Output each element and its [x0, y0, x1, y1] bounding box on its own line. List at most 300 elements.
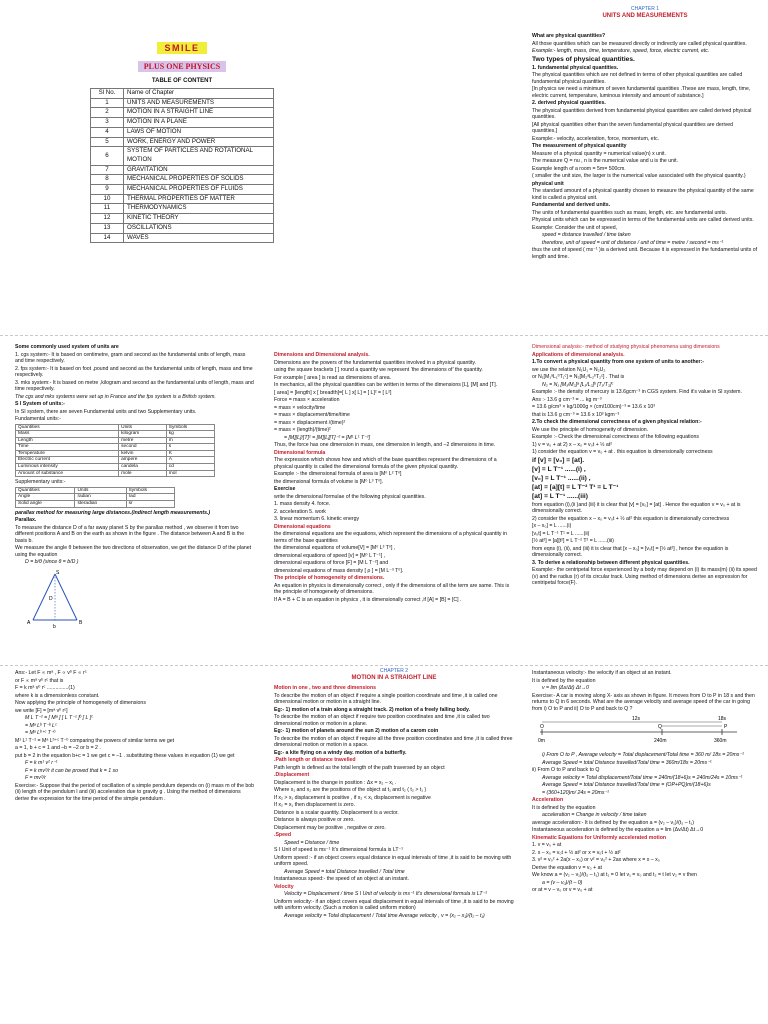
table-cell: steradian [75, 500, 126, 507]
fund-h-unit: Units [119, 424, 167, 431]
toc-chapter-number: 3 [91, 118, 124, 128]
fundamental-unit-row [16, 450, 215, 457]
point-q-label: Q [658, 724, 662, 730]
toc-chapter-number: 6 [91, 147, 124, 165]
text-line: Ans:- Let F ∝ mᵃ , F ∝ vᵇ F ∝ rᶜ [15, 670, 87, 676]
text-line: ii) From O to P and back to Q [532, 767, 600, 773]
text-line: Example length of a room = 5m= 500cm. [532, 165, 626, 172]
text-line: put b = 2 in the equation b+c = 1 we get c = –1 . substituting these values in equation (1) we get [15, 752, 235, 759]
text-line: physical unit [532, 180, 564, 187]
text-line: Dimensions are the powers of the fundamental quantities involved in a physical quantity. [274, 359, 477, 366]
toc-chapter-name: MOTION IN A STRAIGHT LINE [124, 108, 274, 118]
text-line: 1. v = v₀ + at [532, 842, 562, 848]
text-line: Displacement may be positive , negative or zero. [274, 824, 386, 831]
text-line: We use the principle of homogeneity of dimension. [532, 426, 649, 433]
chapter1-title: UNITS AND MEASUREMENTS [602, 12, 688, 19]
chapter1-intro-column [532, 6, 758, 331]
text-line: = (360+120)m/ 24s = 20ms⁻¹ [542, 789, 609, 796]
text-line: In mechanics, all the physical quantities can be written in terms of the dimensions [L], [M] and [T]. [274, 382, 498, 388]
toc-chapter-name: KINETIC THEORY [124, 214, 274, 224]
chapter2-title: MOTION IN A STRAIGHT LINE [351, 674, 437, 681]
toc-row [91, 165, 274, 175]
text-line: In SI system, there are seven Fundamental units and two Supplementary units. [15, 408, 197, 415]
toc-row [91, 185, 274, 195]
toc-chapter-name: THERMAL PROPERTIES OF MATTER [124, 194, 274, 204]
supplementary-units-table [15, 487, 175, 508]
text-line: The measure Q = nu , n is the numerical value and u is the unit. [532, 158, 679, 164]
table-cell: radian [75, 494, 126, 501]
text-line: The physical quantities which are not defined in terms of other physical quantities are called fundamental physical quantities. [532, 72, 743, 85]
text-line: 3. linear momentum 6. kinetic energy [274, 516, 360, 522]
smile-badge: SMILE [157, 42, 206, 54]
text-line: a = (v – v₀)/(t – 0) [542, 879, 583, 886]
text-line: parallax method for measuring large distances.(indirect length measurements.) [15, 509, 211, 516]
text-line: It is defined by the equation [532, 804, 596, 811]
toc-chapter-number: 4 [91, 127, 124, 137]
text-line: [v] = L T⁻¹ ......(i) , [532, 465, 586, 473]
toc-row [91, 98, 274, 108]
text-line: If x₂ = x₁ then displacement is zero. [274, 802, 355, 808]
text-line: Dimensions and Dimensional analysis. [274, 352, 370, 358]
cover-header [92, 38, 272, 84]
toc-row [91, 233, 274, 243]
text-line: = 13.6 g/cm³ × kg/1000g × (cm/100cm)⁻³ = 13.6 x 10³ [532, 404, 655, 410]
text-line: 1.To convert a physical quantity from one system of units to another:- [532, 359, 704, 365]
dimensions-text [274, 352, 514, 603]
fundamental-unit-row [16, 457, 215, 464]
text-line: 3. mks system:- It is based on metre ,kilogram and second as the fundamental units of length, mass and time respectively. [15, 379, 254, 392]
text-line: = mass × displacement /(time)² [274, 419, 346, 426]
text-line: therefore, unit of speed = unit of distance / unit of time = metre / second = ms⁻¹ [542, 239, 724, 246]
fundamental-unit-row [16, 470, 215, 477]
text-line: F = k m¹ v² r⁻¹ [25, 760, 58, 766]
point-p-label: P [724, 724, 728, 730]
text-line: 2.To check the dimensional correctness of a given physical relation:- [532, 419, 702, 425]
toc-chapter-number: 2 [91, 108, 124, 118]
text-line: [ area] = [length] x [ breadth]=[ L ] x[ L] = [ L]² = [ L²] [274, 389, 392, 396]
text-line: Example:- the centripetal force experienced by a body may depend on (i) its mass(m) (ii) its speed (v) and the radius (r) of its circular track. Using method of dimensions derive an expression for centripetal force(F). [532, 567, 757, 586]
time-18s-label: 18s [718, 716, 727, 722]
text-line: Velocity [274, 883, 294, 890]
text-line: average acceleration:- It is defined by the equation a = (v₂ – v₁)/(t₂ – t₁) [532, 819, 694, 826]
table-cell: Time [16, 444, 119, 451]
text-line: We know a = (v₂ – v₁)/(t₂ – t₁) at t₁ = 0 let v₁ = v₀ and t₂ = t let v₂ = v then [532, 872, 697, 878]
text-line: 1. mass density 4. force. [274, 501, 331, 507]
text-line: or F ∝ mᵃ vᵇ rᶜ that is [15, 677, 64, 684]
text-line: from equation (i),(ii )and (iii) it is clear that [v] = [v₀] = [at] . Hence the equation v = v₀ + at is dimensionally correct. [532, 501, 741, 514]
text-line: Path length is defined as the total length of the path traversed by an object [274, 764, 445, 771]
text-line: Motion in one , two and three dimensions [274, 685, 377, 691]
text-line: Where x₁ and x₂ are the positions of the object at t₁ and t₂ ( t₂ > t₁ ) [274, 787, 427, 793]
text-line: Eg:- 1) motion of planets around the sun 2) motion of a carom coin [274, 728, 439, 734]
table-cell: kelvin [119, 450, 167, 457]
parallax-label-s: S [56, 569, 60, 576]
car-motion-figure [532, 714, 752, 750]
toc-chapter-number: 7 [91, 165, 124, 175]
text-line: N₂ = N₁ [M₁/M₂]ᵃ [L₁/L₂]ᵇ [T₁/T₂]ᶜ [542, 381, 614, 388]
fund-h-quantity: Quantities [16, 424, 119, 431]
text-line: Example :- Check the dimensional correctness of the following equations [532, 434, 699, 440]
toc-chapter-name: MECHANICAL PROPERTIES OF SOLIDS [124, 175, 274, 185]
dimensions-column [274, 352, 514, 662]
text-line: Uniform velocity:- if an object covers equal displacement in equal intervals of time ,it is said to be moving with uniform velocity. (Such a motion is called uniform motion) [274, 898, 514, 911]
text-line: An equation in physics is dimensionally correct , only if the dimensions of all the term are same. This is the principle of homogeneity of dimensions. [274, 582, 510, 595]
text-line: [In physics we need a minimum of seven fundamental quantities .These are mass, length, time, electric current, temperature, luminous intensity and amount of substance.] [532, 86, 751, 99]
text-line: The cgs and mks systems were set up in France and the fps system is a British system. [15, 393, 216, 400]
text-line: Thus, the force has one dimension in mass, one dimension in length, and –2 dimensions in time. [274, 442, 496, 448]
text-line: Instantaneous velocity:- the velocity if an object at an instant. [532, 670, 672, 676]
text-line: Displacement is the change in position : Δx = x₂ – x₁ . [274, 779, 397, 786]
text-line: If A = B + C is an equation in physics , it is dimensionally correct ,if [A] = [B] = [C] . [274, 596, 462, 603]
toc-chapter-name: GRAVITATION [124, 165, 274, 175]
toc-row [91, 175, 274, 185]
text-line: The expression which shows how and which of the base quantities represent the dimensions of a physical quantity is called the dimensional formula of the given physical quantity. [274, 457, 497, 470]
table-cell: mole [119, 470, 167, 477]
text-line: the dimensional formula of volume is [M⁰ L³ T⁰]. [274, 478, 384, 485]
parallax-figure [15, 568, 95, 630]
toc-chapter-name: THERMODYNAMICS [124, 204, 274, 214]
text-line: ( smaller the unit size, the larger is the numerical value associated with the physical quantity.) [532, 173, 746, 179]
table-cell: candela [119, 464, 167, 471]
centripetal-derivation-column [15, 670, 255, 1020]
text-line: If x₂ > x₁ displacement is positive , if x₂ < x₁ displacement is negative [274, 794, 431, 801]
text-line: [at] = L T⁻¹ ......(iii) [532, 492, 588, 500]
toc-row [91, 118, 274, 128]
text-line: It is defined by the equation [532, 677, 596, 684]
text-line: Dimensional formula [274, 449, 326, 456]
table-cell: second [119, 444, 167, 451]
table-cell: metre [119, 437, 167, 444]
text-line: The physical quantities derived from fundamental physical quantities are called derived physical quantities. [532, 107, 752, 120]
text-line: or at = v – v₀ or v = v₀ + at [532, 887, 593, 893]
text-line: dimensional equations of mass density [ ρ ] = [M L⁻³ T⁰]. [274, 567, 404, 574]
text-line: M L T⁻² = [ Mᵃ ] [ L T⁻¹ ]ᵇ [ L ]ᶜ [25, 715, 94, 721]
toc-chapter-name: OSCILLATIONS [124, 223, 274, 233]
toc-chapter-number: 12 [91, 214, 124, 224]
unit-systems-column [15, 344, 255, 662]
text-line: All those quantities which can be measured directly or indirectly are called physical quantities. [532, 40, 747, 47]
text-line: Derive the equation v = v₀ + at [532, 864, 602, 871]
supplementary-unit-row [16, 500, 175, 507]
text-line: Fundamental and derived units. [532, 202, 611, 208]
text-line: 3. v² = v₀² + 2a(x – x₀) or v² = v₀² + 2ax where x = x – x₀ [532, 857, 660, 863]
text-line: The standard amount of a physical quantity chosen to measure the physical quantity of the same kind is called a physical unit. [532, 188, 754, 201]
table-cell: s [166, 444, 214, 451]
toc-row [91, 214, 274, 224]
text-line: where k is a dimensionless constant. [15, 692, 100, 699]
text-line: 3. To derive a relationship between different physical quantities. [532, 559, 690, 566]
text-line: dimensional equations of force [F] = [M L T⁻²] and [274, 560, 389, 566]
parallax-label-base: b [53, 623, 56, 630]
text-line: 2) consider the equation x – x₀ = v₀t + ½ at² this equation is dimensionally correctness [532, 515, 730, 522]
toc-row [91, 108, 274, 118]
text-line: write the dimensional formulae of the following physical quantities. [274, 493, 426, 500]
toc-row [91, 223, 274, 233]
fund-body [16, 431, 215, 477]
text-line: The measurement of physical quantity [532, 143, 627, 149]
toc-chapter-name: UNITS AND MEASUREMENTS [124, 98, 274, 108]
chapter1-label: CHAPTER 1 [630, 6, 660, 12]
text-line: Some commonly used system of units are [15, 344, 119, 350]
chapter2-column [274, 668, 514, 1020]
table-cell: A [166, 457, 214, 464]
table-cell: sr [126, 500, 174, 507]
table-cell: ampere [119, 457, 167, 464]
fundamental-unit-row [16, 444, 215, 451]
text-line: from eqns (i), (ii), and (iii) it is clear that [x – x₀] = [v₀t] = [½ at²] , hence the equation is dimensionally correct. [532, 545, 729, 558]
unit-systems-text [15, 344, 255, 423]
fund-header-row [16, 424, 215, 431]
text-line: Average velocity = Total displacement/Total time = 240m/(18+6)s = 240m/24s = 10ms⁻¹ [542, 774, 743, 781]
table-cell: cd [166, 464, 214, 471]
plus-one-physics-banner: PLUS ONE PHYSICS [138, 61, 226, 72]
supplementary-unit-row [16, 494, 175, 501]
toc-chapter-number: 13 [91, 223, 124, 233]
dist-240m-label: 240m [654, 738, 667, 744]
text-line: acceleration = Change in velocity / time taken [542, 812, 647, 818]
text-line: Dimensional equations [274, 523, 331, 530]
text-line: The units of fundamental quantities such as mass, length, etc. are fundamental units. [532, 209, 727, 216]
text-line: or N₁[M₁ᵃL₁ᵇT₁ᶜ] = N₂[M₂ᵃL₂ᵇT₂ᶜ] . That is [532, 374, 625, 380]
text-line: Physical units which can be expressed in terms of the fundamental units are called derived units. [532, 217, 754, 223]
chapter2-text [274, 685, 514, 919]
text-line: Example: Consider the unit of speed, [532, 224, 618, 231]
text-line: Eg:- a kite flying on a windy day. motion of a butterfly. [274, 749, 407, 756]
table-cell: Temperature [16, 450, 119, 457]
table-cell: kilogram [119, 431, 167, 438]
text-line: thus the unit of speed ( ms⁻¹ )is a derived unit. Because it is expressed in the fundamental units of length and time. [532, 247, 758, 260]
table-cell: Mass [16, 431, 119, 438]
text-line: the dimensional equations of volume[V] = [M⁰ L³ T⁰] , [274, 545, 396, 551]
parallax-label-b: B [79, 619, 83, 626]
fund-h-symbol: Symbols [166, 424, 214, 431]
text-line: the dimensional equations are the equations, which represent the dimensions of a physical quantity in terms of the base quantities [274, 531, 508, 544]
text-line: we use the relation N₁U₁ = N₂U₂ [532, 366, 606, 373]
text-line: Example :- the density of mercury is 13.6gcm⁻³ in CGS system. Find it’s value in SI system. [532, 389, 742, 395]
text-line: F = mv²/r [25, 775, 46, 781]
text-line: F = k mv²/r it can be proved that k = 1 so [25, 767, 119, 774]
text-line: a = 1, b + c = 1 and –b = –2 or b = 2 . [15, 745, 101, 751]
text-line: Force = mass × acceleration [274, 397, 340, 403]
text-line: .Path length or distance travelled [274, 757, 356, 763]
text-line: The principle of homogeneity of dimensions. [274, 575, 385, 581]
text-line: Instantaneous acceleration is defined by the equation a = lim (Δv/Δt) Δt→0 [532, 827, 704, 833]
toc-chapter-number: 5 [91, 137, 124, 147]
toc-body [91, 98, 274, 243]
table-cell: Length [16, 437, 119, 444]
toc-row [91, 194, 274, 204]
toc-chapter-name: LAWS OF MOTION [124, 127, 274, 137]
toc-title: TABLE OF CONTENT [151, 78, 213, 84]
toc-table [90, 88, 274, 243]
text-line: v = lim (Δx/Δt) Δt→0 [542, 685, 589, 691]
text-line: .Displacement [274, 772, 310, 778]
table-cell: Angle [16, 494, 75, 501]
text-line: = Mᵃ Lᵇ T⁻ᵇ Lᶜ [25, 722, 57, 729]
text-line: dimensional equations of speed [v] = [M⁰ L T⁻¹] , [274, 552, 386, 559]
toc-chapter-name: WORK, ENERGY AND POWER [124, 137, 274, 147]
text-line: Average Speed = total Distance travelled/Total time = 360m/18s = 20ms⁻¹ [542, 759, 712, 766]
text-line: using the square brackets [ ] round a quantity we represent ‘the dimensions of’ the quantity. [274, 367, 483, 373]
text-line: 2. fps system:- It is based on foot ,pound and second as the fundamental units of length, mass and time respectively. [15, 365, 253, 378]
text-line: For example [ area ] is read as dimensions of area. [274, 374, 392, 381]
text-line: Now applying the principle of homogeneity of dimensions [15, 700, 146, 706]
toc-row [91, 137, 274, 147]
table-cell: m [166, 437, 214, 444]
toc-chapter-name: WAVES [124, 233, 274, 243]
text-line: Measure of a physical quantity = numerical value(n) x unit. [532, 150, 666, 157]
text-line: We measure the angle θ between the two directions of observation, we get the distance D of the planet using the equation [15, 545, 252, 558]
chapter2-label: CHAPTER 2 [379, 668, 409, 674]
text-line: Instantaneous speed:- the speed of an object at an instant. [274, 876, 409, 882]
text-line: Uniform speed :- if an object covers equal distance in equal intervals of time ,it is said to be moving with uniform speed. [274, 854, 512, 867]
text-line: = mass × displacement/time/time [274, 412, 350, 418]
text-line: Velocity = Displacement / time S I Unit of velocity is ms⁻¹ It’s dimensional formula is LT⁻¹ [284, 891, 487, 897]
table-cell: Amount of substance [16, 470, 119, 477]
chapter1-text [532, 33, 758, 260]
toc-row [91, 204, 274, 214]
text-line: D = b/θ (since θ = b/D ) [25, 559, 79, 566]
text-line: 2. derived physical quantities. [532, 100, 606, 106]
toc-chapter-number: 11 [91, 204, 124, 214]
toc-col-no: Sl No. [91, 89, 124, 99]
text-line: To describe the motion of an object if require two position coordinates and time ,it is called two dimensional motion or motion in a plane. [274, 714, 490, 727]
table-cell: kg [166, 431, 214, 438]
time-12s-label: 12s [632, 716, 641, 722]
text-line: that is 13.6 g cm⁻³ = 13.6 x 10³ kgm⁻³ [532, 411, 620, 418]
text-line: i) From O to P , Average velocity = Total displacement/Total time = 360 m/ 18s = 20ms⁻¹ [542, 752, 744, 758]
text-line: Average Speed = total Distance travelled / Total time [284, 868, 405, 875]
toc-chapter-name: MECHANICAL PROPERTIES OF FLUIDS [124, 185, 274, 195]
text-line: To describe the motion of an object if require all the three position coordinates and time ,it is called three dimensional motion or motion in a space. [274, 735, 513, 748]
text-line: Fundamental units:- [15, 416, 61, 422]
text-line: Exercise [274, 486, 296, 492]
table-cell: rad [126, 494, 174, 501]
dimensional-analysis-text [532, 344, 760, 587]
text-line: To describe the motion of an object if require a single position coordinate and time ,it is called one dimensional motion or motion in a straight line. [274, 692, 498, 705]
text-line: [x – x₀] = L ......(i) [532, 523, 572, 529]
velocity-solution-text [532, 752, 760, 894]
toc-chapter-number: 9 [91, 185, 124, 195]
page-separator-1 [0, 335, 768, 336]
text-line: 1. fundamental physical quantities. [532, 64, 619, 71]
text-line: Example :- the dimensional formula of area is [M⁰ L² T⁰] [274, 471, 402, 477]
text-line: we write [F] = [mᵃ vᵇ rᶜ] [15, 707, 68, 714]
text-line: To measure the distance D of a far away planet S by the parallax method , we observe it from two different positions A and B on the earth as shown in the figure . The distance between A and B is the basis b. [15, 524, 245, 544]
text-line: .Speed [274, 832, 292, 838]
supp-body [16, 494, 175, 507]
text-line: Exercise:- A car is moving along X- axis as shown in figure. It moves from O to P in 18 s and then returns to Q in 6 seconds. What are the average velocity and average speed of the car in going from i) O to P and ii) O to P and back to Q ? [532, 692, 755, 712]
text-line: 2. acceleration 5. work [274, 508, 326, 515]
text-line: speed = distance travelled / time taken [542, 232, 631, 238]
dimensional-analysis-column [532, 344, 760, 662]
text-line: S I Unit of speed is ms⁻¹ It’s dimensional formula is LT⁻¹ [274, 847, 403, 853]
text-line: Two types of physical quantities. [532, 55, 635, 63]
toc-row [91, 127, 274, 137]
toc-chapter-name: MOTION IN A PLANE [124, 118, 274, 128]
velocity-acceleration-column [532, 670, 760, 1020]
text-line: 1. cgs system:- It is based on centimetre, gram and second as the fundamental units of length, mass and time respectively. [15, 351, 246, 364]
text-line: [v₀] = L T⁻¹ ......(ii) , [532, 474, 591, 482]
text-line: [All physical quantities other than the seven fundamental physical quantities are derived quantities.] [532, 121, 733, 134]
text-line: What are physical quantities? [532, 33, 606, 39]
toc-col-name: Name of Chapter [124, 89, 274, 99]
text-line: 1) v = v₀ + at 2) x – x₀ = v₀t + ½ at² [532, 441, 612, 448]
supp-h-quantity: Quantities [16, 487, 75, 494]
text-line: Distance is a scalar quantity. Displacement is a vector. [274, 809, 399, 816]
text-line: Parallax. [15, 517, 37, 524]
toc-row [91, 147, 274, 165]
parallax-label-d: D [49, 595, 53, 602]
toc-chapter-number: 8 [91, 175, 124, 185]
text-line: Speed = Distance / time [284, 839, 340, 846]
text-line: = [M][L]/[T]² = [M][L][T]⁻² = [M¹ L¹ T⁻²] [284, 434, 371, 441]
dist-0m-label: 0m [538, 738, 545, 744]
text-line: Acceleration [532, 797, 564, 803]
text-line: [½ at²] = [a][t²] = L T⁻² T² = L ......(iii) [532, 538, 614, 544]
text-line: Distance is always positive or zero. [274, 817, 355, 823]
text-line: = Mᵃ Lᵇ⁺ᶜ T⁻ᵇ [25, 730, 56, 736]
text-line: [v₀t] = L T⁻¹ T¹ = L ......(ii) [532, 530, 590, 537]
text-line: 1) consider the equation v = v₀ + at . this equation is dimensionally correctness [532, 449, 713, 455]
fundamental-unit-row [16, 437, 215, 444]
text-line: M¹ L¹ T⁻² = Mᵃ Lᵇ⁺ᶜ T⁻ᵇ comparing the powers of similar terms we get [15, 737, 175, 744]
table-cell: K [166, 450, 214, 457]
toc-chapter-number: 14 [91, 233, 124, 243]
point-o-label: O [540, 724, 544, 730]
velocity-text [532, 670, 760, 712]
fundamental-unit-row [16, 464, 215, 471]
text-line: Example:- length, mass, time, temperature, speed, force, electric current, etc. [532, 48, 710, 54]
parallax-ray-b [55, 574, 77, 620]
table-cell: Luminous intensity [16, 464, 119, 471]
text-line: [at] = [a][t] = L T⁻² T¹ = L T⁻¹ [532, 483, 619, 491]
text-line: 2. x – x₀ = v₀t + ½ at² or x = v₀t + ½ at² [532, 849, 621, 856]
parallax-text [15, 510, 255, 566]
text-line: S I System of units:- [15, 401, 65, 407]
text-line: F = k mᵃ vᵇ rᶜ ...............(1) [15, 685, 75, 691]
text-line: Dimensional analysis:- method of studying physical phenomena using dimensions [532, 344, 720, 350]
supp-h-unit: Units [75, 487, 126, 494]
text-line: Example:- velocity, acceleration, force, momentum, etc. [532, 135, 660, 142]
supplementary-title: Supplementary units:- [15, 479, 66, 486]
fundamental-unit-row [16, 431, 215, 438]
toc-chapter-name: SYSTEM OF PARTICLES AND ROTATIONAL MOTION [124, 147, 274, 165]
table-cell: mol [166, 470, 214, 477]
text-line: Exercise:- Suppose that the period of oscillation of a simple pendulum depends on (i) mass m of the bob (ii) length of the pendulum l and (iii) acceleration due to gravity g . Using the method of dimensions derive the expression for the time period of the simple pendulum . [15, 782, 255, 802]
text-line: Ans :- 13.6 g cm⁻³ = ... kg m⁻³ [532, 396, 602, 403]
fundamental-units-table [15, 424, 215, 478]
toc-chapter-number: 1 [91, 98, 124, 108]
text-line: Applications of dimensional analysis. [532, 351, 625, 358]
text-line: Eg:- 1) motion of a train along a straight track. 2) motion of a freely falling body. [274, 706, 470, 713]
text-line: = mass × velocity/time [274, 404, 326, 411]
toc-header-row [91, 89, 274, 99]
text-line: if [v] = [v₀] = [at]. [532, 456, 585, 464]
supp-h-symbol: Symbols [126, 487, 174, 494]
text-line: Average Speed = total Distance travelled/Total time = (OP+PQ)m/(18+6)s [542, 782, 711, 788]
text-line: Kinematic Equations for Uniformly accelerated motion [532, 834, 667, 841]
table-cell: Solid angle [16, 500, 75, 507]
supp-header-row [16, 487, 175, 494]
toc-chapter-number: 10 [91, 194, 124, 204]
centripetal-derivation-text [15, 670, 255, 802]
table-cell: Electric current [16, 457, 119, 464]
dist-360m-label: 360m [714, 738, 727, 744]
parallax-label-a: A [27, 619, 31, 626]
text-line: Average velocity = Total displacement / Total time Average velocity , v = (x₂ – x₁)/(t₂ – t₁) [284, 912, 485, 919]
text-line: = mass × (length)/(time)² [274, 427, 331, 433]
